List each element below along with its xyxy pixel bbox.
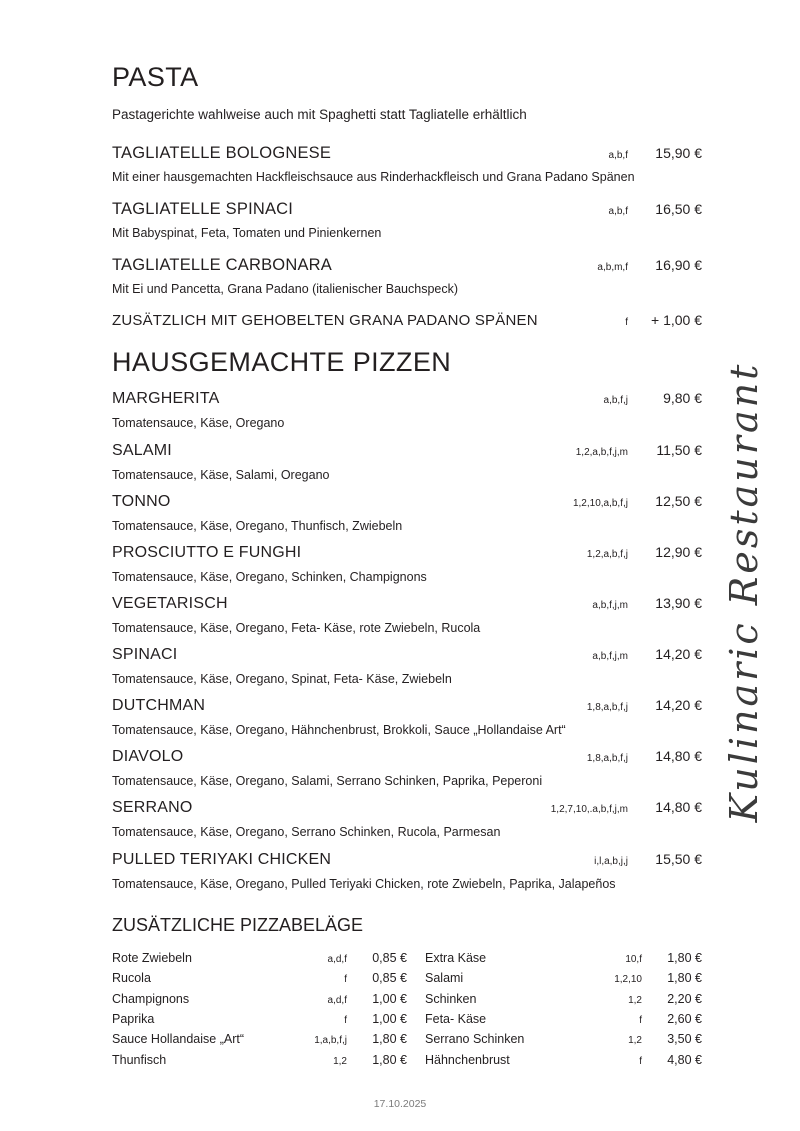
menu-item-allergens: 1,2,a,b,f,j: [586, 548, 628, 560]
topping-name: Champignons: [112, 991, 190, 1006]
topping-allergens: f: [344, 1014, 347, 1026]
menu-item-price: 16,90 €: [655, 257, 702, 274]
menu-item-name: VEGETARISCH: [112, 594, 228, 612]
menu-item-description: Tomatensauce, Käse, Oregano, Pulled Teriyaki Chicken, rote Zwiebeln, Paprika, Jalapeños: [112, 876, 616, 891]
menu-item-header: [112, 200, 702, 219]
topping-allergens: 1,2: [628, 1035, 642, 1047]
menu-item-name: PULLED TERIYAKI CHICKEN: [112, 850, 332, 868]
menu-item-header: [112, 748, 702, 766]
toppings-table: [112, 948, 702, 1070]
topping-allergens: f: [639, 1014, 642, 1026]
menu-item-description: Mit Ei und Pancetta, Grana Padano (italienischer Bauchspeck): [112, 282, 459, 297]
menu-item-price: 11,50 €: [656, 441, 702, 458]
table-row: [112, 1009, 407, 1029]
menu-item-header: [112, 256, 702, 275]
topping-allergens: f: [344, 974, 347, 986]
topping-name: Thunfisch: [112, 1052, 167, 1067]
menu-item-name: TONNO: [112, 492, 171, 510]
menu-item-header: [112, 442, 702, 460]
menu-item-description: Tomatensauce, Käse, Oregano, Spinat, Feta- Käse, Zwiebeln: [112, 672, 452, 686]
menu-item: [112, 646, 702, 688]
footer-date: 17.10.2025: [373, 1098, 427, 1110]
menu-item-header: [112, 312, 702, 329]
menu-item-description: Tomatensauce, Käse, Salami, Oregano: [112, 467, 330, 482]
topping-allergens: 1,2: [333, 1055, 347, 1067]
topping-name: Hähnchenbrust: [425, 1052, 510, 1067]
menu-item-header: [112, 144, 702, 163]
menu-item: [112, 442, 702, 484]
menu-item-description: Mit einer hausgemachten Hackfleischsauce aus Rinderhackfleisch und Grana Padano Spänen: [112, 170, 635, 184]
menu-item-name: DIAVOLO: [112, 748, 184, 766]
menu-item-header: [112, 646, 702, 664]
menu-item-allergens: a,b,f: [608, 150, 628, 161]
menu-item-name: ZUSÄTZLICH MIT GEHOBELTEN GRANA PADANO SPÄNEN: [112, 312, 538, 330]
topping-allergens: a,d,f: [327, 953, 347, 965]
toppings-column-left: [112, 948, 407, 1070]
menu-item-allergens: 1,2,7,10,.a,b,f,j,m: [550, 804, 628, 816]
topping-price: 0,85 €: [372, 971, 407, 986]
topping-allergens: 1,2,10: [614, 974, 642, 986]
menu-item-header: [112, 851, 702, 869]
menu-item-allergens: a,b,f,j,m: [592, 651, 628, 662]
menu-item-allergens: a,b,m,f: [597, 262, 628, 274]
menu-item: [112, 390, 702, 432]
menu-item-allergens: a,b,f,j: [603, 395, 628, 407]
menu-item-price: 14,80 €: [655, 799, 702, 816]
menu-item-description: Tomatensauce, Käse, Oregano, Schinken, Champignons: [112, 569, 427, 584]
menu-item-name: TAGLIATELLE CARBONARA: [112, 256, 332, 275]
menu-item-name: SPINACI: [112, 646, 178, 663]
menu-item-allergens: 1,2,10,a,b,f,j: [572, 497, 628, 509]
page-title-pasta: PASTA: [112, 62, 199, 92]
pasta-note: Pastagerichte wahlweise auch mit Spaghetti statt Tagliatelle erhältlich: [112, 107, 527, 122]
table-row: [112, 968, 407, 988]
menu-item-allergens: f: [625, 317, 628, 329]
menu-item-name: SERRANO: [112, 799, 193, 817]
topping-allergens: a,d,f: [327, 994, 347, 1006]
table-row: [407, 1009, 702, 1029]
menu-item-header: [112, 595, 702, 613]
menu-item-price: 12,90 €: [655, 543, 702, 560]
menu-item: [112, 493, 702, 535]
topping-name: Rucola: [112, 971, 151, 986]
menu-item-description: Tomatensauce, Käse, Oregano, Salami, Serrano Schinken, Paprika, Peperoni: [112, 774, 543, 789]
menu-item-allergens: 1,8,a,b,f,j: [586, 753, 628, 765]
table-row: [112, 1029, 407, 1049]
topping-allergens: 10,f: [625, 953, 642, 965]
table-row: [112, 948, 407, 968]
table-row: [407, 968, 702, 988]
brand-logo-text: Kulinaric Restaurant: [722, 361, 766, 823]
menu-item-allergens: a,b,f,j,m: [592, 599, 628, 611]
table-row: [407, 948, 702, 968]
table-row: [112, 988, 407, 1008]
menu-item-name: DUTCHMAN: [112, 697, 206, 715]
topping-price: 2,20 €: [667, 991, 702, 1006]
menu-item-header: [112, 697, 702, 715]
menu-item: [112, 595, 702, 637]
table-row: [407, 1029, 702, 1049]
menu-item-price: 15,50 €: [655, 850, 702, 867]
topping-name: Sauce Hollandaise „Art“: [112, 1032, 245, 1047]
topping-price: 3,50 €: [667, 1032, 702, 1047]
menu-item-description: Tomatensauce, Käse, Oregano, Thunfisch, Zwiebeln: [112, 518, 403, 533]
menu-item-price: 13,90 €: [655, 594, 702, 611]
menu-item: [112, 748, 702, 790]
menu-item: [112, 200, 702, 242]
menu-item-name: MARGHERITA: [112, 390, 220, 408]
menu-item: [112, 799, 702, 841]
topping-price: 1,80 €: [667, 950, 702, 965]
brand-logo: [704, 292, 784, 892]
topping-price: 1,80 €: [372, 1052, 407, 1067]
menu-item-description: Mit Babyspinat, Feta, Tomaten und Pinienkernen: [112, 226, 382, 241]
menu-item-allergens: a,b,f: [608, 206, 628, 218]
table-row: [407, 1050, 702, 1070]
menu-item-description: Tomatensauce, Käse, Oregano, Feta- Käse, rote Zwiebeln, Rucola: [112, 620, 481, 635]
menu-item-allergens: 1,2,a,b,f,j,m: [575, 446, 628, 458]
menu-item-name: SALAMI: [112, 441, 172, 459]
menu-item-description: Tomatensauce, Käse, Oregano, Hähnchenbrust, Brokkoli, Sauce „Hollandaise Art“: [112, 723, 566, 738]
menu-item-price: + 1,00 €: [651, 312, 702, 329]
menu-item-header: [112, 799, 702, 817]
menu-item-price: 14,80 €: [655, 748, 702, 765]
topping-name: Schinken: [425, 991, 477, 1006]
topping-name: Rote Zwiebeln: [112, 950, 192, 965]
menu-item: [112, 256, 702, 298]
menu-item: [112, 144, 702, 186]
menu-item-price: 12,50 €: [655, 492, 702, 509]
menu-item-extra: [112, 312, 702, 329]
topping-allergens: 1,2: [628, 994, 642, 1006]
topping-name: Salami: [425, 971, 464, 986]
topping-name: Feta- Käse: [425, 1011, 487, 1026]
section-title-toppings: ZUSÄTZLICHE PIZZABELÄGE: [112, 914, 364, 935]
menu-item: [112, 544, 702, 586]
topping-name: Serrano Schinken: [425, 1032, 525, 1047]
menu-item-price: 9,80 €: [663, 390, 702, 407]
menu-item-name: PROSCIUTTO E FUNGHI: [112, 543, 302, 561]
topping-name: Extra Käse: [425, 950, 487, 965]
menu-item-allergens: i,l,a,b,j,j: [594, 855, 628, 867]
menu-item-price: 16,50 €: [655, 201, 702, 218]
menu-content: [112, 62, 702, 1070]
menu-item-price: 14,20 €: [655, 646, 702, 662]
toppings-column-right: [407, 948, 702, 1070]
menu-item-price: 15,90 €: [655, 145, 702, 161]
menu-item-header: [112, 544, 702, 562]
topping-price: 1,80 €: [667, 971, 702, 986]
menu-item: [112, 697, 702, 739]
topping-price: 1,00 €: [372, 991, 407, 1006]
menu-item-price: 14,20 €: [655, 697, 702, 714]
topping-price: 0,85 €: [372, 950, 407, 965]
menu-item-description: Tomatensauce, Käse, Oregano, Serrano Schinken, Rucola, Parmesan: [112, 825, 501, 840]
topping-allergens: f: [639, 1055, 642, 1067]
menu-item: [112, 851, 702, 893]
topping-name: Paprika: [112, 1011, 155, 1026]
topping-price: 1,80 €: [372, 1032, 407, 1047]
topping-allergens: 1,a,b,f,j: [314, 1035, 347, 1047]
page-title-pizzen: HAUSGEMACHTE PIZZEN: [112, 347, 452, 378]
menu-item-header: [112, 390, 702, 408]
menu-item-header: [112, 493, 702, 511]
menu-item-description: Tomatensauce, Käse, Oregano: [112, 416, 285, 431]
menu-item-name: TAGLIATELLE BOLOGNESE: [112, 144, 332, 162]
topping-price: 2,60 €: [667, 1011, 702, 1026]
topping-price: 1,00 €: [372, 1011, 407, 1026]
menu-item-name: TAGLIATELLE SPINACI: [112, 200, 294, 219]
table-row: [407, 988, 702, 1008]
topping-price: 4,80 €: [667, 1052, 702, 1067]
table-row: [112, 1050, 407, 1070]
menu-item-allergens: 1,8,a,b,f,j: [586, 702, 628, 714]
